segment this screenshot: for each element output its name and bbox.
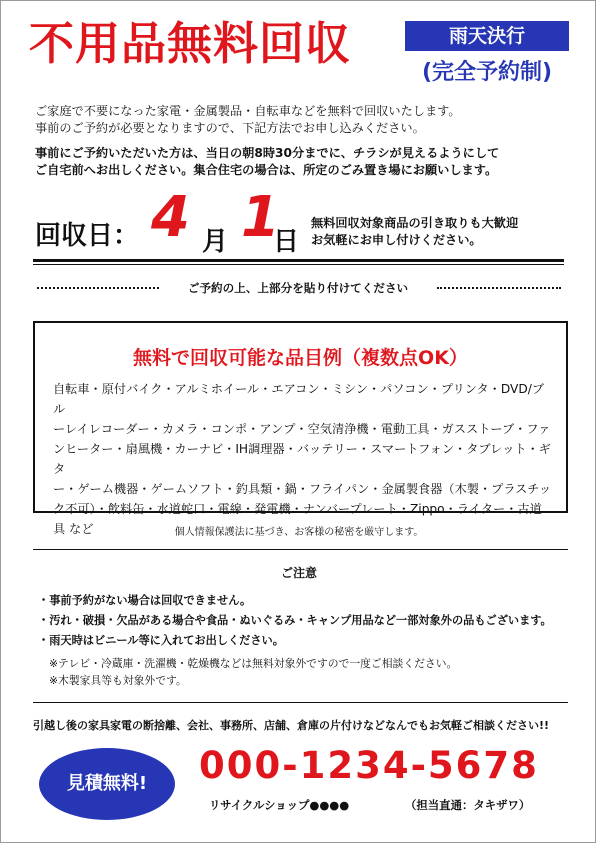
divider xyxy=(33,702,568,703)
caution-item: ・事前予約がない場合は回収できません。 xyxy=(38,594,252,607)
cut-line-caption: ご予約の上、上部分を貼り付けてください xyxy=(187,281,409,295)
day-unit: 日 xyxy=(273,227,300,257)
shop-name: リサイクルショップ●●●● xyxy=(209,798,350,812)
intro-text xyxy=(35,103,461,137)
collection-day: 1 xyxy=(241,185,280,250)
footnote: ※テレビ・冷蔵庫・洗濯機・乾燥機などは無料対象外ですので一度ご相談ください。 xyxy=(49,657,458,670)
rain-badge: 雨天決行 xyxy=(405,21,569,51)
free-estimate-badge: 見積無料! xyxy=(39,748,175,820)
notice-line: ご自宅前へお出しください。集合住宅の場合は、所定のごみ置き場にお願いします。 xyxy=(35,163,498,177)
accepted-items-list xyxy=(53,379,553,539)
phone-number[interactable]: 000-1234-5678 xyxy=(199,744,539,787)
caution-item: ・汚れ・破損・欠品がある場合や食品・ぬいぐるみ・キャンプ用品など一部対象外の品もございます。 xyxy=(38,614,552,627)
reservation-note: (完全予約制) xyxy=(421,60,553,85)
intro-line: ご家庭で不要になった家電・金属製品・自転車などを無料で回収いたします。 xyxy=(35,104,461,118)
collection-month: 4 xyxy=(151,185,190,250)
divider xyxy=(33,549,568,550)
items-line: ンヒーター・扇風機・カーナビ・IH調理器・バッテリー・スマートフォン・タブレット・ギタ xyxy=(53,442,551,476)
contact-person: （担当直通：タキザワ） xyxy=(405,798,531,812)
items-line: ーレイレコーダー・カメラ・コンポ・アンプ・空気清浄機・電動工具・ガスストーブ・ファ xyxy=(53,422,551,436)
welcome-note xyxy=(311,215,518,249)
footnote: ※木製家具等も対象外です。 xyxy=(49,674,187,687)
double-rule-bottom xyxy=(33,264,564,265)
double-rule-top xyxy=(33,259,564,262)
privacy-note: 個人情報保護法に基づき、お客様の秘密を厳守します。 xyxy=(174,527,424,538)
caution-footnotes xyxy=(49,655,457,689)
intro-line: 事前のご予約が必要となりますので、下記方法でお申し込みください。 xyxy=(35,121,425,135)
main-title: 不用品無料回収 xyxy=(29,17,352,70)
cut-line-right xyxy=(437,287,561,289)
welcome-line: お気軽にお申し付けください。 xyxy=(311,233,482,247)
moving-cleanup-text: 引越し後の家具家電の断捨離、会社、事務所、店舗、倉庫の片付けなどなんでもお気軽ご相談ください!! xyxy=(33,719,550,732)
caution-item: ・雨天時はビニール等に入れてお出しください。 xyxy=(38,634,284,647)
items-line: ー・ゲーム機器・ゲームソフト・釣具類・鍋・フライパン・金属製食器（木製・プラスチッ xyxy=(53,482,552,496)
items-line: ク不可）・飲料缶・水道蛇口・電線・発電機・ナンバープレート・Zippo・ライター・古道 xyxy=(53,502,542,516)
items-line: 自転車・原付バイク・アルミホイール・エアコン・ミシン・パソコン・プリンタ・DVD/ブル xyxy=(53,382,545,416)
welcome-line: 無料回収対象商品の引き取りも大歓迎 xyxy=(311,216,519,230)
items-line: 具 など xyxy=(53,522,94,536)
collection-date-label: 回収日： xyxy=(35,221,140,251)
notice-line: 事前にご予約いただいた方は、当日の朝8時30分までに、チラシが見えるようにして xyxy=(35,146,500,160)
accepted-items-title: 無料で回収可能な品目例（複数点OK） xyxy=(133,347,468,369)
month-unit: 月 xyxy=(202,227,229,257)
caution-list xyxy=(38,591,552,651)
reservation-instructions xyxy=(35,145,499,179)
cut-line-left xyxy=(37,287,159,289)
caution-title: ご注意 xyxy=(280,566,317,580)
